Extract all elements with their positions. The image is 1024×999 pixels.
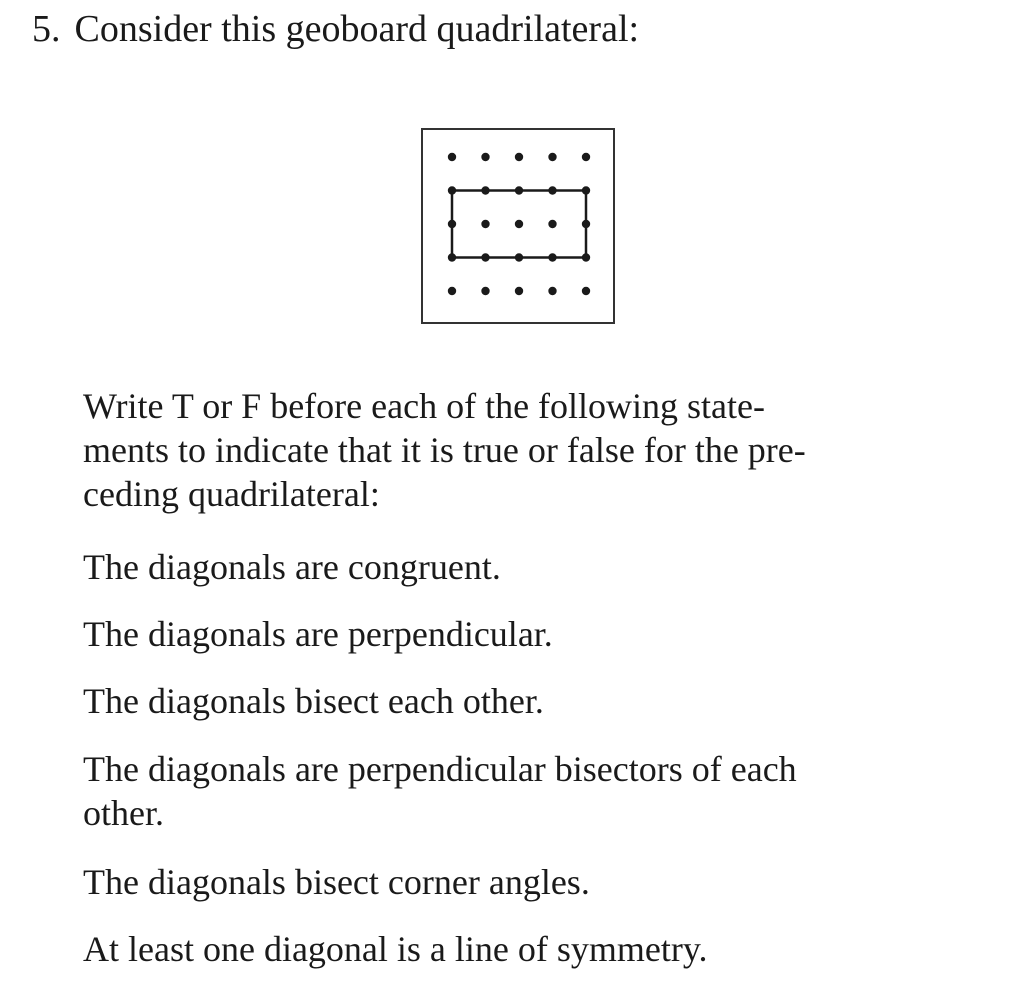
geoboard-peg (548, 186, 556, 194)
geoboard-peg (582, 186, 590, 194)
statement-bisect-corner-angles: The diagonals bisect corner angles. (83, 862, 590, 902)
geoboard-peg (582, 153, 590, 161)
geoboard-peg (448, 153, 456, 161)
problem-number: 5. (32, 8, 61, 50)
geoboard-peg (481, 220, 489, 228)
statement-diagonals-perpendicular: The diagonals are perpendicular. (83, 614, 553, 654)
geoboard-peg (448, 186, 456, 194)
geoboard-peg (448, 287, 456, 295)
geoboard-peg (515, 220, 523, 228)
geoboard-peg (548, 287, 556, 295)
geoboard-peg (582, 253, 590, 261)
geoboard-peg (548, 253, 556, 261)
instructions-line-2: ments to indicate that it is true or false for the pre- (83, 430, 806, 470)
geoboard-peg (548, 153, 556, 161)
geoboard-peg (515, 153, 523, 161)
problem-heading (32, 6, 639, 52)
geoboard-peg (515, 253, 523, 261)
geoboard-peg (515, 287, 523, 295)
statement-line-of-symmetry: At least one diagonal is a line of symmetry. (83, 929, 708, 969)
geoboard-peg (448, 220, 456, 228)
problem-prompt: Consider this geoboard quadrilateral: (74, 8, 640, 50)
geoboard-peg (481, 153, 489, 161)
geoboard-peg (582, 287, 590, 295)
instructions-line-3: ceding quadrilateral: (83, 474, 380, 514)
statement-perpendicular-bisectors-line-2: other. (83, 793, 164, 833)
geoboard-peg (548, 220, 556, 228)
geoboard-peg (582, 220, 590, 228)
instructions (83, 384, 903, 516)
geoboard-peg (481, 287, 489, 295)
statement-perpendicular-bisectors-line-1: The diagonals are perpendicular bisectors of each (83, 749, 797, 789)
geoboard-svg (421, 128, 615, 324)
geoboard-peg (481, 253, 489, 261)
statement-diagonals-congruent: The diagonals are congruent. (83, 547, 501, 587)
geoboard-peg (481, 186, 489, 194)
statement-perpendicular-bisectors (83, 747, 923, 835)
geoboard-figure (421, 128, 615, 324)
geoboard-peg (515, 186, 523, 194)
geoboard-peg (448, 253, 456, 261)
statement-diagonals-bisect: The diagonals bisect each other. (83, 681, 544, 721)
instructions-line-1: Write T or F before each of the following state- (83, 386, 765, 426)
